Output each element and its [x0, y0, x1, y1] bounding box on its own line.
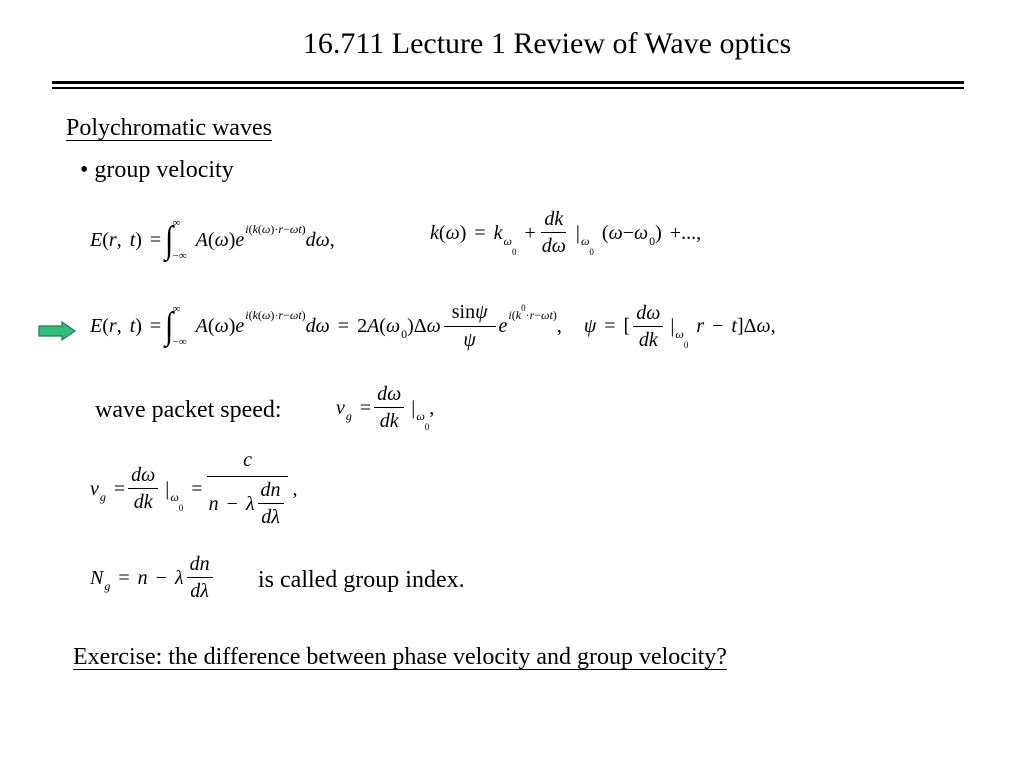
equation-k-expansion: k ( ω ) = k $\omega_0$ + $\frac{dk}{d\omega}$ | $\omega_0$ ( ω − ω 0 ) +..., [430, 208, 702, 257]
equation-field-approximation: E ( r , t ) = ∫ ∞ −∞ A ( ω ) e i(k(ω)·r−ωt) dω = 2 A ( ω 0 )Δ ω $\frac{\sin\psi}{\psi}$ e $i(k^0\cdot r-\omega t)$ , ψ = [ $\frac{d\omega}{dk}$ | $\omega_0$ r − t ]Δ ω , [90, 301, 776, 351]
equation-group-velocity-definition: v g = $\frac{d\omega}{dk}$ | $\omega_0$ , [336, 383, 435, 432]
equation-field-integral: E ( r , t ) = ∫ ∞ −∞ A ( ω ) e i(k(ω)·r−ωt) dω , [90, 217, 335, 262]
title-rule-bottom [52, 87, 964, 89]
exercise-question: Exercise: the difference between phase velocity and group velocity? [73, 644, 727, 670]
wave-packet-speed-label: wave packet speed: [95, 397, 282, 423]
right-arrow-icon [38, 321, 76, 341]
slide-title: 16.711 Lecture 1 Review of Wave optics [302, 27, 792, 60]
bullet-group-velocity: • group velocity [80, 157, 234, 183]
equation-group-velocity-dispersion: v g = $\frac{d\omega}{dk}$ | $\omega_0$ = c n − λ $\frac{dn}{d\lambda}$ , [90, 449, 298, 528]
equation-group-index: N g = n − λ $\frac{dn}{d\lambda}$ [90, 554, 216, 601]
section-heading: Polychromatic waves [66, 115, 272, 141]
group-index-label: is called group index. [258, 567, 465, 593]
title-rule-top [52, 81, 964, 84]
